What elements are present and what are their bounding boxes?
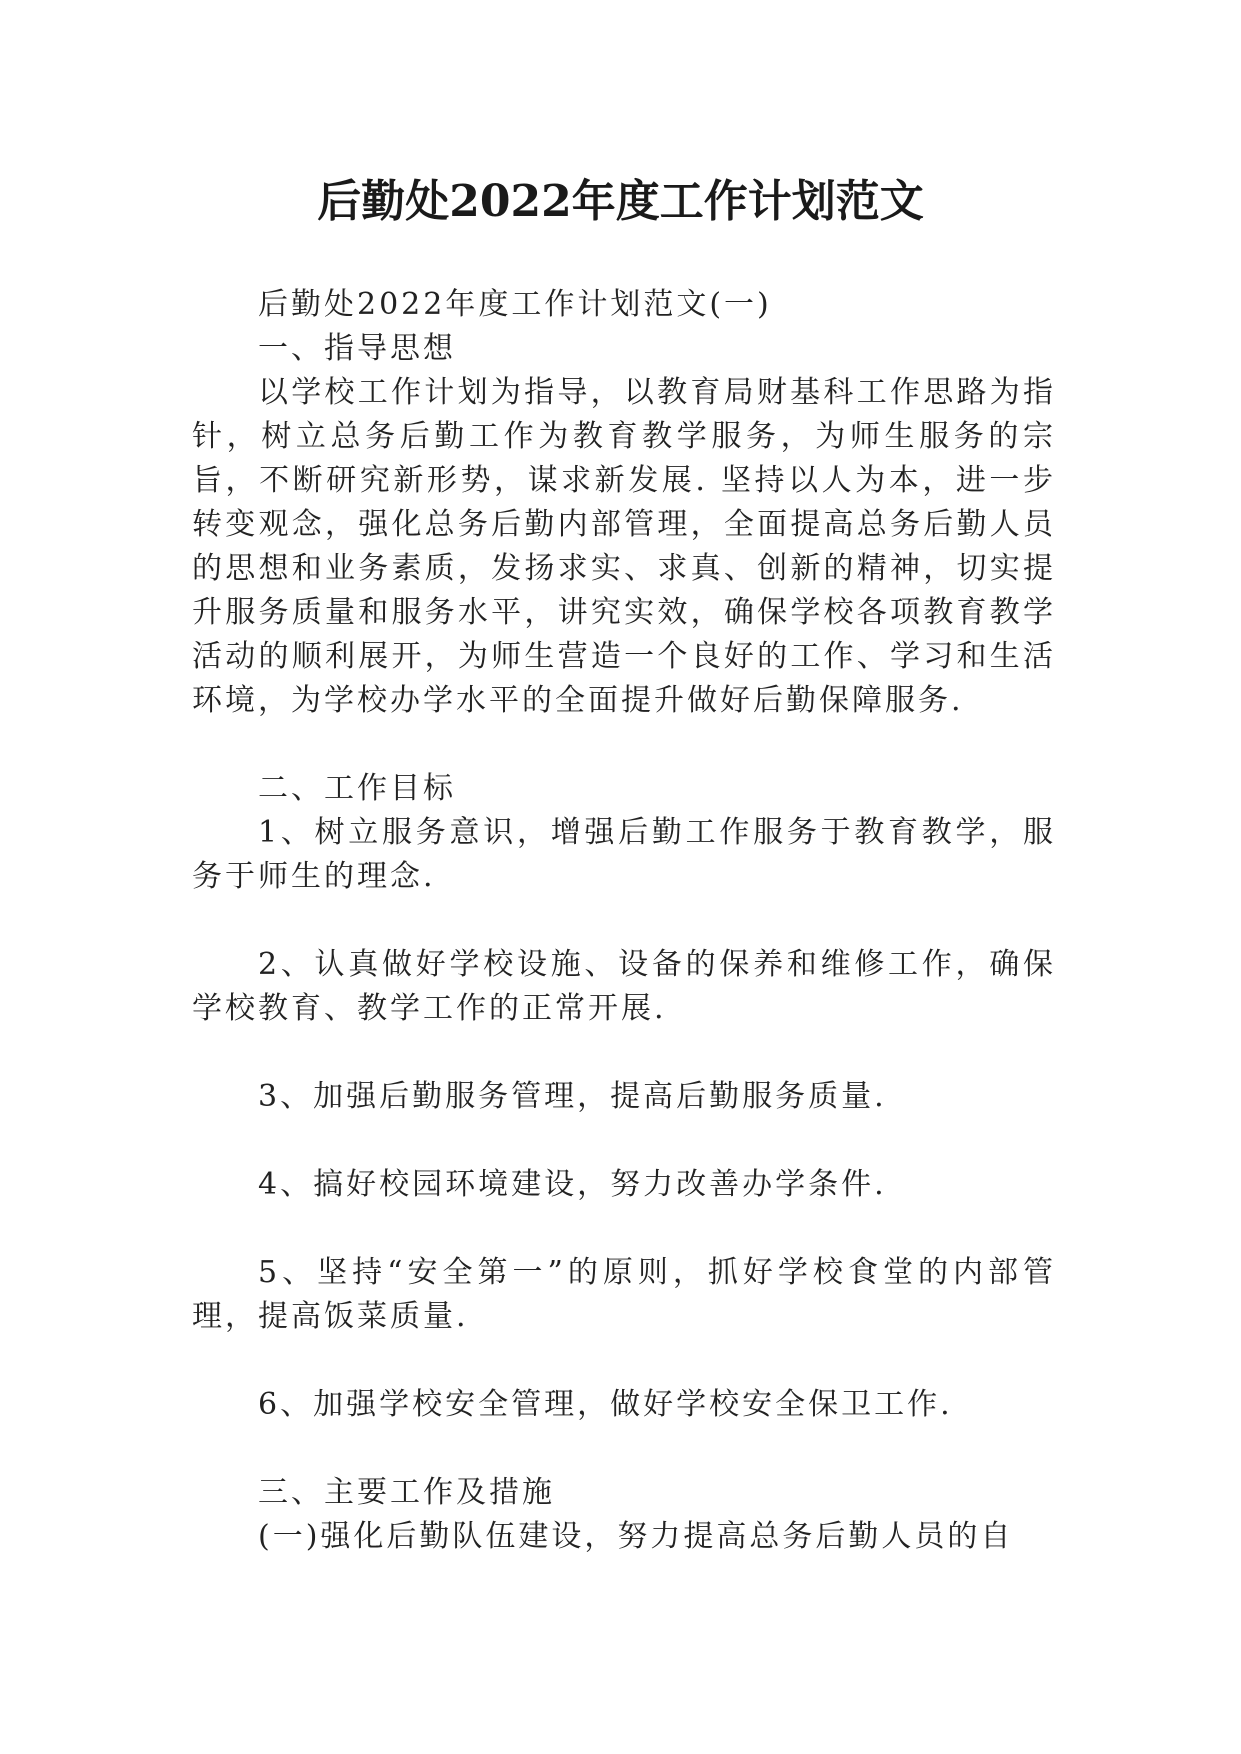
heading-work-goals: 二、工作目标 [258, 771, 456, 806]
paragraph-guiding-thought: 以学校工作计划为指导，以教育局财基科工作思路为指针，树立总务后勤工作为教育教学服务，为师生服务的宗旨，不断研究新形势，谋求新发展. 坚持以人为本，进一步转变观念，强化总务后勤内部管理，全面提高总务后勤人员的思想和业务素质，发扬求实、求真、创新的精神，切实提升服务质量和服务水平，讲究实效，确保学校各项教育教学活动的顺利展开，为师生营造一个良好的工作、学习和生活环境，为学校办学水平的全面提升做好后勤保障服务. [192, 375, 1056, 718]
goal-item-6: 6、加强学校安全管理，做好学校安全保卫工作. [258, 1387, 953, 1422]
document-body [192, 283, 1056, 1559]
paragraph-subtitle: 后勤处2022年度工作计划范文(一) [258, 287, 772, 322]
document-title: 后勤处2022年度工作计划范文 [317, 176, 924, 227]
heading-guiding-thought: 一、指导思想 [258, 331, 456, 366]
goal-item-3: 3、加强后勤服务管理，提高后勤服务质量. [258, 1079, 887, 1114]
goal-item-1: 1、树立服务意识，增强后勤工作服务于教育教学，服务于师生的理念. [192, 815, 1056, 894]
heading-main-measures: 三、主要工作及措施 [258, 1475, 555, 1510]
goal-item-4: 4、搞好校园环境建设，努力改善办学条件. [258, 1167, 887, 1202]
measure-item-1: (一)强化后勤队伍建设，努力提高总务后勤人员的自 [258, 1519, 1014, 1554]
goal-item-2: 2、认真做好学校设施、设备的保养和维修工作，确保学校教育、教学工作的正常开展. [192, 947, 1056, 1026]
goal-item-5: 5、坚持“安全第一”的原则，抓好学校食堂的内部管理，提高饭菜质量. [192, 1255, 1056, 1334]
